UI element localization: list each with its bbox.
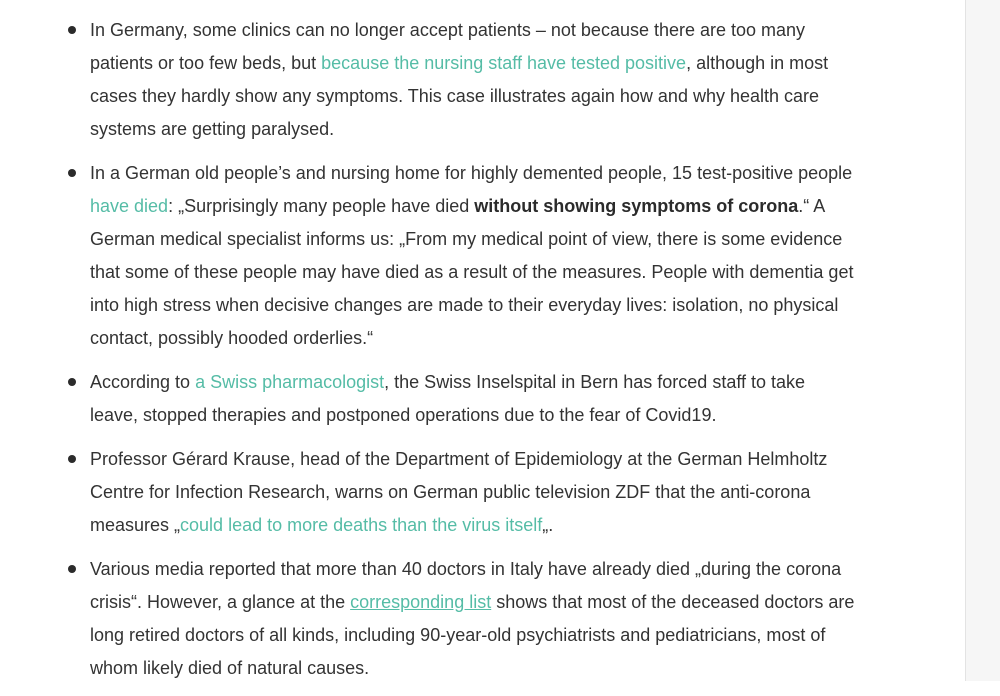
item-text: Professor Gérard Krause, head of the Department of Epidemiology at the German Helmholtz Centre for Infection Research, warns on German public television ZDF that the anti-corona measures „ xyxy=(90,449,828,535)
item-text: : „Surprisingly many people have died xyxy=(168,196,475,216)
bullet-icon xyxy=(68,455,76,463)
item-text: , the Swiss Inselspital in Bern has forced staff to take leave, stopped therapies and postponed operations due to the fear of Covid19. xyxy=(90,372,806,425)
bold-emphasis: without showing symptoms of corona xyxy=(474,196,799,216)
list-item xyxy=(68,443,858,542)
item-text: According to xyxy=(90,372,196,392)
list-item xyxy=(68,14,858,146)
list-item xyxy=(68,366,858,432)
bullet-icon xyxy=(68,378,76,386)
corresponding-list-link[interactable]: corresponding list xyxy=(350,592,492,612)
article-bullet-list xyxy=(68,14,858,696)
item-text: .“ A German medical specialist informs us: „From my medical point of view, there is some evidence that some of these people may have died as a result of the measures. People with dementia get into high stress when decisive changes are made to their everyday lives: isolation, no physical contact, possibly hooded orderlies.“ xyxy=(90,196,854,348)
more-deaths-link[interactable]: could lead to more deaths than the virus itself xyxy=(180,515,543,535)
swiss-pharmacologist-link[interactable]: a Swiss pharmacologist xyxy=(195,372,385,392)
item-text: , although in most cases they hardly show any symptoms. This case illustrates again how and why health care systems are getting paralysed. xyxy=(90,53,829,139)
item-text: Various media reported that more than 40 doctors in Italy have already died „during the corona crisis“. However, a glance at the xyxy=(90,559,842,612)
item-text: shows that most of the deceased doctors are long retired doctors of all kinds, including 90-year-old psychiatrists and pediatricians, most of whom likely died of natural causes. xyxy=(90,592,855,678)
nursing-staff-link[interactable]: because the nursing staff have tested positive xyxy=(321,53,687,73)
bullet-icon xyxy=(68,26,76,34)
list-item xyxy=(68,157,858,355)
item-text: „. xyxy=(542,515,554,535)
scrollbar[interactable] xyxy=(965,0,1000,681)
item-text: In a German old people’s and nursing home for highly demented people, 15 test-positive people xyxy=(90,163,853,183)
have-died-link[interactable]: have died xyxy=(90,196,169,216)
bullet-icon xyxy=(68,169,76,177)
list-item xyxy=(68,553,858,685)
item-text: In Germany, some clinics can no longer accept patients – not because there are too many patients or too few beds, but xyxy=(90,20,806,73)
bullet-icon xyxy=(68,565,76,573)
